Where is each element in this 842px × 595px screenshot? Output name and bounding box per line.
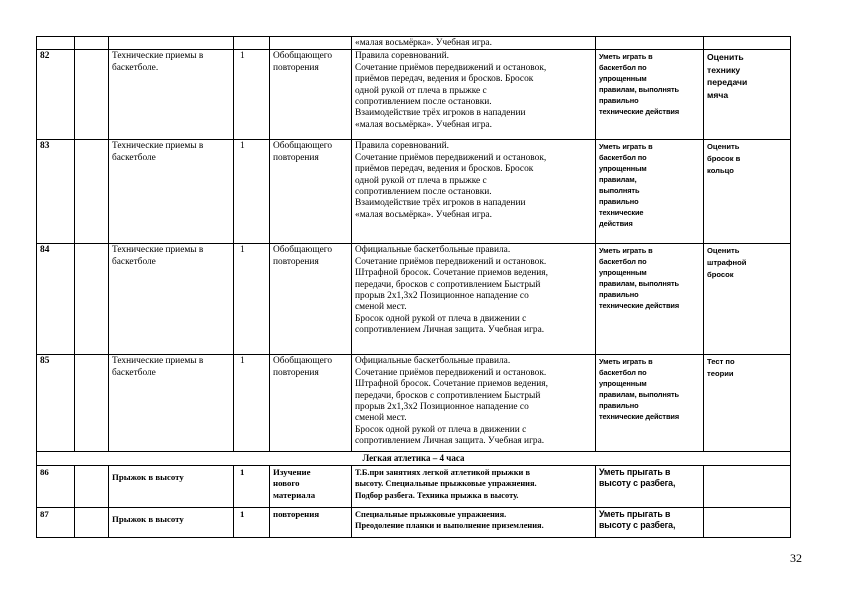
skills-cell <box>596 465 704 507</box>
control-line: передачи <box>707 77 748 88</box>
lesson-type-line: Изучение <box>273 466 311 477</box>
control-cell <box>704 140 791 244</box>
table-row <box>37 50 791 140</box>
lesson-content-line: одной рукой от плеча в прыжке с <box>355 175 487 186</box>
lesson-content-line: Взаимодействие трёх игроков в нападении <box>355 198 526 209</box>
lesson-number: 86 <box>37 465 75 507</box>
lesson-content-line: Правила соревнований. <box>355 51 449 62</box>
topic-cell <box>109 507 234 537</box>
topic-line: Технические приемы в <box>112 51 204 62</box>
lesson-content-line: Преодоление планки и выполнение приземления. <box>355 521 544 531</box>
skills-line: правилам, выполнять <box>599 85 679 95</box>
skills-line: Уметь прыгать в <box>599 508 671 519</box>
lesson-type-line: повторения <box>273 256 319 267</box>
lesson-plan-table <box>36 36 791 538</box>
lesson-content-line: Правила соревнований. <box>355 141 449 152</box>
lesson-type-cell <box>270 140 352 244</box>
lesson-content-cell <box>352 140 596 244</box>
skills-line: высоту с разбега, <box>599 477 676 488</box>
lesson-content-line: Сочетание приёмов передвижений и остановок, <box>355 152 547 163</box>
lesson-type-line: материала <box>273 489 316 500</box>
lesson-content-cell <box>352 355 596 452</box>
control-cell <box>704 355 791 452</box>
topic-line: баскетболе <box>112 256 156 267</box>
lesson-content-cell <box>352 37 596 50</box>
topic-line: Технические приемы в <box>112 141 204 152</box>
control-line: кольцо <box>707 166 734 176</box>
skills-line: правилам, выполнять <box>599 390 679 400</box>
control-line: технику <box>707 64 741 75</box>
lesson-content-line: Бросок одной рукой от плеча в движении с <box>355 313 527 324</box>
skills-line: упрощенным <box>599 74 647 84</box>
skills-line: Уметь играть в <box>599 52 653 62</box>
hours-cell: 1 <box>234 50 270 140</box>
lesson-type-line: повторения <box>273 508 320 519</box>
skills-line: правилам, <box>599 175 637 185</box>
date-cell <box>75 140 109 244</box>
lesson-content-line: Бросок одной рукой от плеча в движении с <box>355 424 527 435</box>
hours-cell: 1 <box>234 507 270 537</box>
control-cell <box>704 50 791 140</box>
section-title: Легкая атлетика – 4 часа <box>37 452 791 465</box>
lesson-content-line: сопротивлением после остановки. <box>355 187 492 198</box>
control-line: Оценить <box>707 246 740 256</box>
lesson-content-line: Сочетание приёмов передвижений и остановок, <box>355 62 547 73</box>
topic-cell <box>109 355 234 452</box>
lesson-type-line: повторения <box>273 152 319 163</box>
topic-line: Технические приемы в <box>112 245 204 256</box>
skills-cell <box>596 140 704 244</box>
lesson-type-line: Обобщающего <box>273 245 333 256</box>
date-cell <box>75 507 109 537</box>
lesson-content-line: сменой мест. <box>355 413 407 424</box>
control-line: бросок в <box>707 154 741 164</box>
skills-line: правильно <box>599 96 639 106</box>
lesson-number: 87 <box>37 507 75 537</box>
hours-cell: 1 <box>234 355 270 452</box>
lesson-content-line: Сочетание приёмов передвижений и остановок. <box>355 256 547 267</box>
date-cell <box>75 465 109 507</box>
control-line: Тест по <box>707 357 735 367</box>
skills-cell <box>596 355 704 452</box>
skills-line: Уметь играть в <box>599 246 653 256</box>
topic-cell <box>109 244 234 355</box>
table-row <box>37 355 791 452</box>
skills-line: выполнять <box>599 186 640 196</box>
skills-line: технические действия <box>599 301 680 311</box>
skills-line: технические действия <box>599 412 680 422</box>
skills-line: упрощенным <box>599 268 647 278</box>
lesson-content-line: Официальные баскетбольные правила. <box>355 356 511 367</box>
lesson-type-line: повторения <box>273 62 319 73</box>
lesson-content-line: Специальные прыжковые упражнения. <box>355 509 507 519</box>
topic-line: баскетболе <box>112 367 156 378</box>
table-row <box>37 465 791 507</box>
table-row-continued <box>37 37 791 50</box>
topic-line: Технические приемы в <box>112 356 204 367</box>
lesson-content-line: одной рукой от плеча в прыжке с <box>355 85 487 96</box>
control-line: мяча <box>707 89 729 100</box>
lesson-content-cell <box>352 50 596 140</box>
date-cell <box>75 50 109 140</box>
lesson-content-line: Взаимодействие трёх игроков в нападении <box>355 108 526 119</box>
lesson-content-cell <box>352 507 596 537</box>
control-cell <box>704 244 791 355</box>
skills-line: баскетбол по <box>599 257 647 267</box>
lesson-number: 83 <box>37 140 75 244</box>
lesson-type-line: нового <box>273 478 300 489</box>
lesson-content-line: передачи, бросков с сопротивлением Быстрый <box>355 279 541 290</box>
lesson-content-line: сопротивлением Личная защита. Учебная игра. <box>355 436 545 447</box>
lesson-content-line: Сочетание приёмов передвижений и остановок. <box>355 367 547 378</box>
control-line: штрафной <box>707 258 747 268</box>
skills-line: баскетбол по <box>599 63 647 73</box>
lesson-number: 82 <box>37 50 75 140</box>
skills-line: баскетбол по <box>599 153 647 163</box>
lesson-content-line: Т.Б.при занятиях легкой атлетикой прыжки в <box>355 467 530 477</box>
lesson-content-line: Штрафной бросок. Сочетание приемов ведения, <box>355 379 548 390</box>
lesson-content-line: приёмов передач, ведения и бросков. Бросок <box>355 74 534 85</box>
page-number: 32 <box>790 551 802 565</box>
lesson-content-line: сопротивлением Личная защита. Учебная игра. <box>355 325 545 336</box>
skills-line: Уметь играть в <box>599 357 653 367</box>
control-line: Оценить <box>707 142 740 152</box>
topic-cell <box>109 140 234 244</box>
control-line: Оценить <box>707 52 744 63</box>
lesson-type-cell <box>270 507 352 537</box>
lesson-content-line: прорыв 2х1,3х2 Позиционное нападение со <box>355 291 529 302</box>
lesson-type-line: Обобщающего <box>273 141 333 152</box>
skills-line: баскетбол по <box>599 368 647 378</box>
lesson-content-line: сменой мест. <box>355 302 407 313</box>
skills-line: правильно <box>599 290 639 300</box>
lesson-type-line: Обобщающего <box>273 51 333 62</box>
skills-line: упрощенным <box>599 379 647 389</box>
hours-cell: 1 <box>234 465 270 507</box>
hours-cell: 1 <box>234 244 270 355</box>
lesson-content-line: Официальные баскетбольные правила. <box>355 245 511 256</box>
lesson-number: 84 <box>37 244 75 355</box>
skills-line: Уметь прыгать в <box>599 466 671 477</box>
hours-cell: 1 <box>234 140 270 244</box>
lesson-content-cell <box>352 465 596 507</box>
topic-line: Прыжок в высоту <box>112 513 184 524</box>
skills-line: высоту с разбега, <box>599 519 676 530</box>
content-line: «малая восьмёрка». Учебная игра. <box>355 38 492 48</box>
lesson-content-line: Штрафной бросок. Сочетание приемов ведения, <box>355 268 548 279</box>
topic-cell <box>109 465 234 507</box>
topic-cell <box>109 50 234 140</box>
skills-line: упрощенным <box>599 164 647 174</box>
skills-cell <box>596 50 704 140</box>
section-row <box>37 452 791 465</box>
date-cell <box>75 244 109 355</box>
lesson-type-cell <box>270 50 352 140</box>
skills-cell <box>596 244 704 355</box>
control-line: бросок <box>707 270 734 280</box>
lesson-content-line: «малая восьмёрка». Учебная игра. <box>355 119 492 130</box>
control-cell <box>704 465 791 507</box>
skills-cell <box>596 507 704 537</box>
skills-line: правильно <box>599 401 639 411</box>
skills-line: действия <box>599 219 633 229</box>
table-row <box>37 507 791 537</box>
skills-line: правильно <box>599 197 639 207</box>
table-row <box>37 244 791 355</box>
control-line: теории <box>707 369 734 379</box>
skills-line: правилам, выполнять <box>599 279 679 289</box>
skills-line: Уметь играть в <box>599 142 653 152</box>
date-cell <box>75 355 109 452</box>
lesson-type-line: повторения <box>273 367 319 378</box>
skills-line: технические действия <box>599 107 680 117</box>
lesson-number: 85 <box>37 355 75 452</box>
lesson-content-line: «малая восьмёрка». Учебная игра. <box>355 209 492 220</box>
lesson-content-line: Подбор разбега. Техника прыжка в высоту. <box>355 490 519 500</box>
lesson-content-line: высоту. Специальные прыжковые упражнения. <box>355 479 537 489</box>
lesson-content-line: прорыв 2х1,3х2 Позиционное нападение со <box>355 402 529 413</box>
lesson-content-line: сопротивлением после остановки. <box>355 97 492 108</box>
lesson-type-cell <box>270 465 352 507</box>
topic-line: Прыжок в высоту <box>112 471 184 482</box>
control-cell <box>704 507 791 537</box>
topic-line: баскетболе. <box>112 62 159 73</box>
lesson-content-line: передачи, бросков с сопротивлением Быстрый <box>355 390 541 401</box>
lesson-content-cell <box>352 244 596 355</box>
topic-line: баскетболе <box>112 152 156 163</box>
lesson-type-line: Обобщающего <box>273 356 333 367</box>
lesson-type-cell <box>270 244 352 355</box>
lesson-type-cell <box>270 355 352 452</box>
skills-line: технические <box>599 208 644 218</box>
table-row <box>37 140 791 244</box>
lesson-content-line: приёмов передач, ведения и бросков. Бросок <box>355 164 534 175</box>
